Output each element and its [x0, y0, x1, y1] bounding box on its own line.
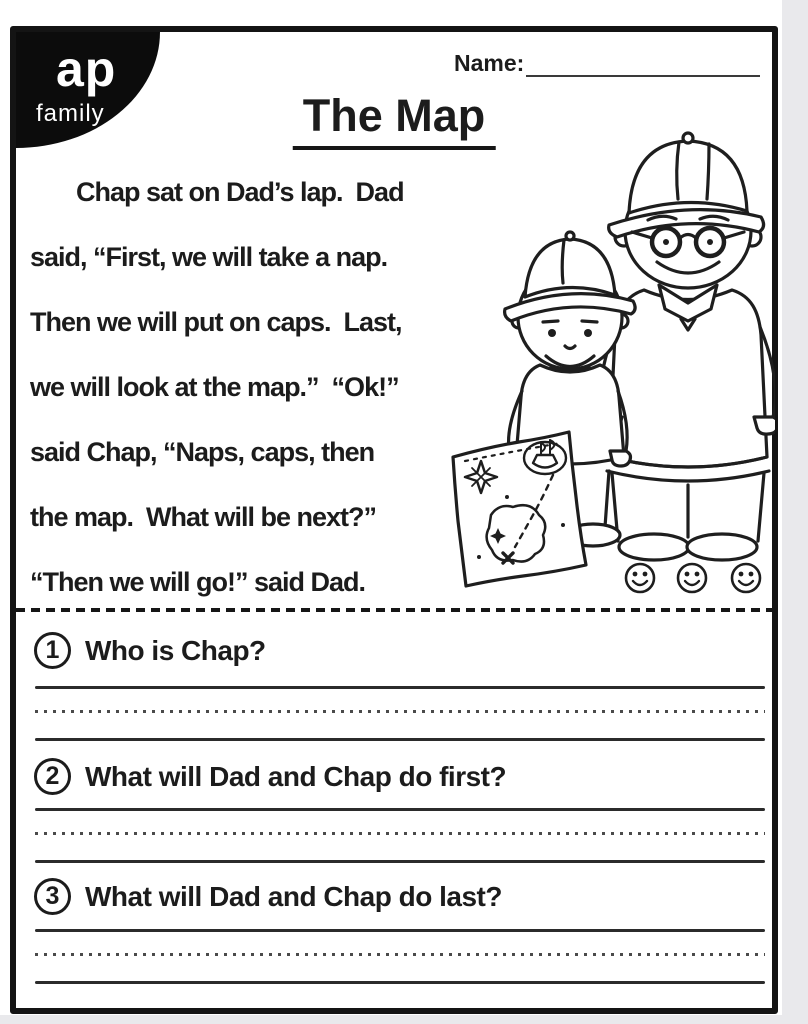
passage-line: Chap sat on Dad’s lap. Dad	[76, 177, 404, 207]
answer-line-dotted	[35, 832, 765, 835]
smiley-icon	[732, 564, 760, 592]
treasure-map	[453, 432, 586, 586]
smiley-icon	[678, 564, 706, 592]
question-number-badge: 3	[34, 878, 71, 915]
answer-area-2[interactable]	[35, 804, 765, 866]
answer-line	[35, 929, 765, 932]
brand-badge-sublabel: family	[36, 100, 105, 127]
passage-line: said, “First, we will take a nap.	[30, 242, 388, 272]
question-3	[34, 878, 502, 915]
question-1	[34, 632, 266, 669]
brand-badge	[16, 32, 160, 148]
answer-area-1[interactable]	[35, 682, 765, 744]
passage-line: Then we will put on caps. Last,	[30, 307, 402, 337]
reading-passage	[30, 160, 500, 615]
question-text: Who is Chap?	[85, 634, 266, 666]
question-number-badge: 1	[34, 632, 71, 669]
passage-line: the map. What will be next?”	[30, 502, 377, 532]
question-2	[34, 758, 506, 795]
scan-edge-right	[782, 0, 808, 1024]
scan-edge-bottom	[0, 1015, 808, 1024]
worksheet-page	[10, 26, 778, 1014]
dad-figure	[598, 133, 775, 560]
answer-line	[35, 981, 765, 984]
smiley-icon	[626, 564, 654, 592]
dashed-separator	[16, 608, 772, 612]
answer-line	[35, 738, 765, 741]
name-field	[454, 50, 760, 77]
answer-line-dotted	[35, 953, 765, 956]
answer-line	[35, 860, 765, 863]
answer-line-dotted	[35, 710, 765, 713]
question-text: What will Dad and Chap do first?	[85, 760, 507, 792]
name-label: Name:	[454, 50, 525, 76]
question-text: What will Dad and Chap do last?	[85, 880, 502, 912]
brand-badge-text: ap	[56, 41, 117, 97]
question-number-badge: 2	[34, 758, 71, 795]
answer-line	[35, 808, 765, 811]
name-input-line[interactable]	[526, 75, 760, 77]
passage-line: “Then we will go!” said Dad.	[30, 567, 366, 597]
passage-line: we will look at the map.” “Ok!”	[30, 372, 399, 402]
worksheet-title: The Map	[293, 90, 496, 150]
answer-area-3[interactable]	[35, 925, 765, 987]
illustration-dad-and-boy-with-treasure-map	[445, 125, 775, 600]
answer-line	[35, 686, 765, 689]
passage-line: said Chap, “Naps, caps, then	[30, 437, 375, 467]
